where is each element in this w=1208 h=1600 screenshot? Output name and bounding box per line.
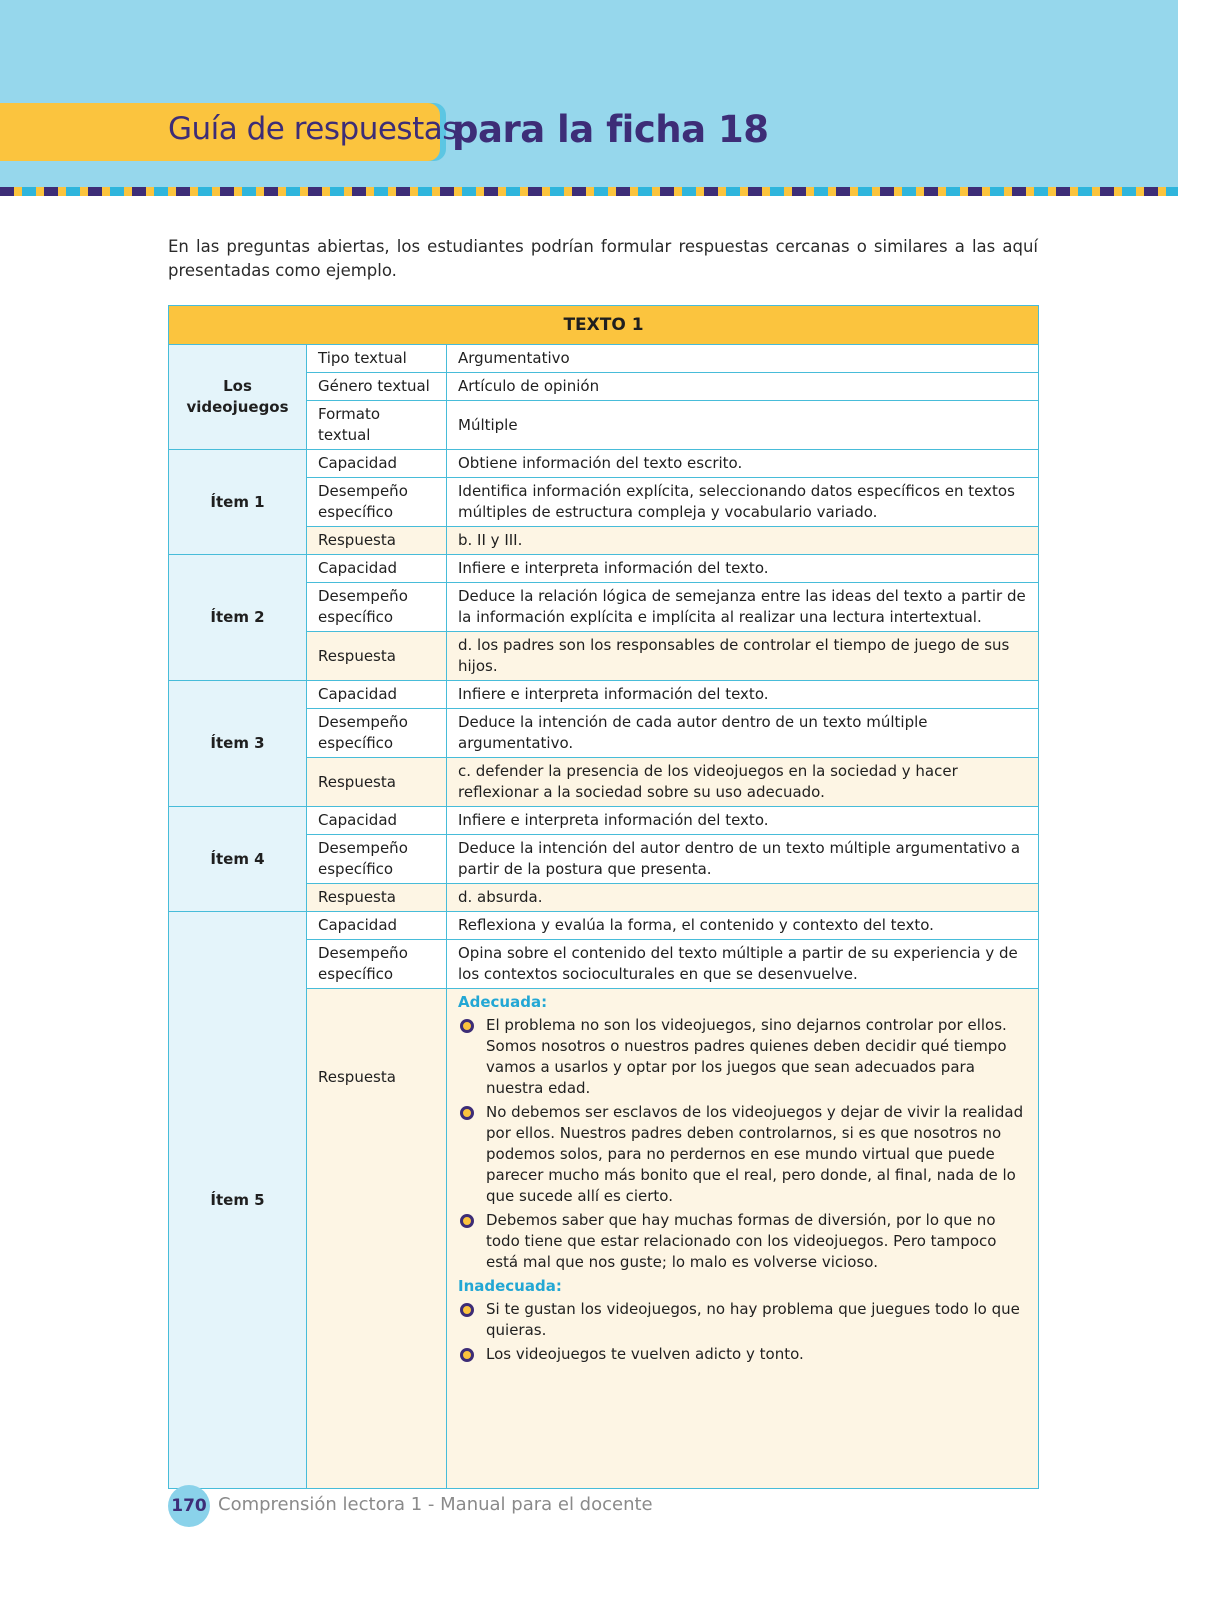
intro-paragraph: En las preguntas abiertas, los estudiantes podrían formular respuestas cercanas o similares a las aquí presentadas como ejemplo. xyxy=(168,237,1038,280)
item-label: Ítem 5 xyxy=(169,912,307,1489)
text-group-label: Los videojuegos xyxy=(169,345,307,450)
desempeno-label: Desempeño específico xyxy=(307,583,447,632)
item-label: Ítem 1 xyxy=(169,450,307,555)
list-item-text: Los videojuegos te vuelven adicto y tonto. xyxy=(486,1345,804,1363)
respuesta-value: b. II y III. xyxy=(447,527,1039,555)
page-title: para la ficha 18 xyxy=(452,108,769,151)
page-number-badge xyxy=(168,1485,210,1527)
respuesta-value: c. defender la presencia de los videojuegos en la sociedad y hacer reflexionar a la sociedad sobre su uso adecuado. xyxy=(447,758,1039,807)
header-band xyxy=(0,0,1178,190)
bullet-icon xyxy=(460,1214,474,1228)
capacidad-value: Reflexiona y evalúa la forma, el contenido y contexto del texto. xyxy=(447,912,1039,940)
list-item xyxy=(458,1102,1027,1207)
respuesta-value: d. absurda. xyxy=(447,884,1039,912)
item-label: Ítem 3 xyxy=(169,681,307,807)
bullet-icon xyxy=(460,1106,474,1120)
capacidad-value: Infiere e interpreta información del texto. xyxy=(447,681,1039,709)
desempeno-value: Deduce la intención de cada autor dentro de un texto múltiple argumentativo. xyxy=(447,709,1039,758)
row-label: Formato textual xyxy=(307,401,447,450)
capacidad-label: Capacidad xyxy=(307,555,447,583)
decorative-stripe xyxy=(0,187,1178,196)
adecuada-list xyxy=(458,1015,1027,1273)
row-value: Argumentativo xyxy=(447,345,1039,373)
page-number: 170 xyxy=(171,1496,207,1516)
bullet-icon xyxy=(460,1348,474,1362)
list-item xyxy=(458,1299,1027,1341)
list-item xyxy=(458,1344,1027,1365)
desempeno-value: Deduce la relación lógica de semejanza entre las ideas del texto a partir de la información explícita e implícita al realizar una lectura intertextual. xyxy=(447,583,1039,632)
row-value: Artículo de opinión xyxy=(447,373,1039,401)
respuesta-label: Respuesta xyxy=(307,632,447,681)
respuesta-value xyxy=(447,989,1039,1489)
capacidad-label: Capacidad xyxy=(307,807,447,835)
desempeno-value: Opina sobre el contenido del texto múltiple a partir de su experiencia y de los contextos socioculturales en que se desenvuelve. xyxy=(447,940,1039,989)
footer-text: Comprensión lectora 1 - Manual para el docente xyxy=(218,1494,653,1515)
capacidad-label: Capacidad xyxy=(307,450,447,478)
table-body xyxy=(169,345,1039,1489)
table-row xyxy=(169,555,1039,583)
bullet-icon xyxy=(460,1019,474,1033)
bullet-icon xyxy=(460,1303,474,1317)
answers-table xyxy=(168,305,1039,1489)
desempeno-label: Desempeño específico xyxy=(307,478,447,527)
adecuada-heading: Adecuada: xyxy=(458,993,548,1011)
list-item-text: Debemos saber que hay muchas formas de diversión, por lo que no todo tiene que estar relacionado con los videojuegos. Pero tampoco está mal que nos guste; lo malo es volverse vicioso. xyxy=(486,1211,997,1271)
respuesta-label: Respuesta xyxy=(307,527,447,555)
table-row xyxy=(169,807,1039,835)
desempeno-value: Identifica información explícita, seleccionando datos específicos en textos múltiples de estructura compleja y vocabulario variado. xyxy=(447,478,1039,527)
item-label: Ítem 4 xyxy=(169,807,307,912)
page-title-tab: Guía de respuestas xyxy=(168,111,458,147)
capacidad-value: Obtiene información del texto escrito. xyxy=(447,450,1039,478)
capacidad-label: Capacidad xyxy=(307,912,447,940)
capacidad-value: Infiere e interpreta información del texto. xyxy=(447,555,1039,583)
row-label: Tipo textual xyxy=(307,345,447,373)
respuesta-label: Respuesta xyxy=(307,989,447,1489)
row-label: Género textual xyxy=(307,373,447,401)
list-item xyxy=(458,1210,1027,1273)
table-row xyxy=(169,450,1039,478)
capacidad-label: Capacidad xyxy=(307,681,447,709)
table-heading: TEXTO 1 xyxy=(169,306,1039,345)
table-row xyxy=(169,912,1039,940)
desempeno-label: Desempeño específico xyxy=(307,709,447,758)
capacidad-value: Infiere e interpreta información del texto. xyxy=(447,807,1039,835)
respuesta-label: Respuesta xyxy=(307,758,447,807)
desempeno-label: Desempeño específico xyxy=(307,835,447,884)
respuesta-value: d. los padres son los responsables de controlar el tiempo de juego de sus hijos. xyxy=(447,632,1039,681)
desempeno-label: Desempeño específico xyxy=(307,940,447,989)
list-item-text: Si te gustan los videojuegos, no hay problema que juegues todo lo que quieras. xyxy=(486,1300,1020,1339)
respuesta-label: Respuesta xyxy=(307,884,447,912)
list-item xyxy=(458,1015,1027,1099)
item-label: Ítem 2 xyxy=(169,555,307,681)
list-item-text: No debemos ser esclavos de los videojuegos y dejar de vivir la realidad por ellos. Nuestros padres deben controlarnos, si es que nosotros no podemos solos, para no perdernos en ese mundo virtual que puede parecer mucho más bonito que el real, pero donde, al final, nada de lo que sucede allí es cierto. xyxy=(486,1103,1024,1205)
inadecuada-list xyxy=(458,1299,1027,1365)
desempeno-value: Deduce la intención del autor dentro de un texto múltiple argumentativo a partir de la postura que presenta. xyxy=(447,835,1039,884)
list-item-text: El problema no son los videojuegos, sino dejarnos controlar por ellos. Somos nosotros o nuestros padres quienes deben decidir qué tiempo vamos a usarlos y optar por los juegos que sean adecuados para nuestra edad. xyxy=(486,1016,1007,1097)
row-value: Múltiple xyxy=(447,401,1039,450)
table-row xyxy=(169,681,1039,709)
table-row xyxy=(169,345,1039,373)
inadecuada-heading: Inadecuada: xyxy=(458,1277,562,1295)
